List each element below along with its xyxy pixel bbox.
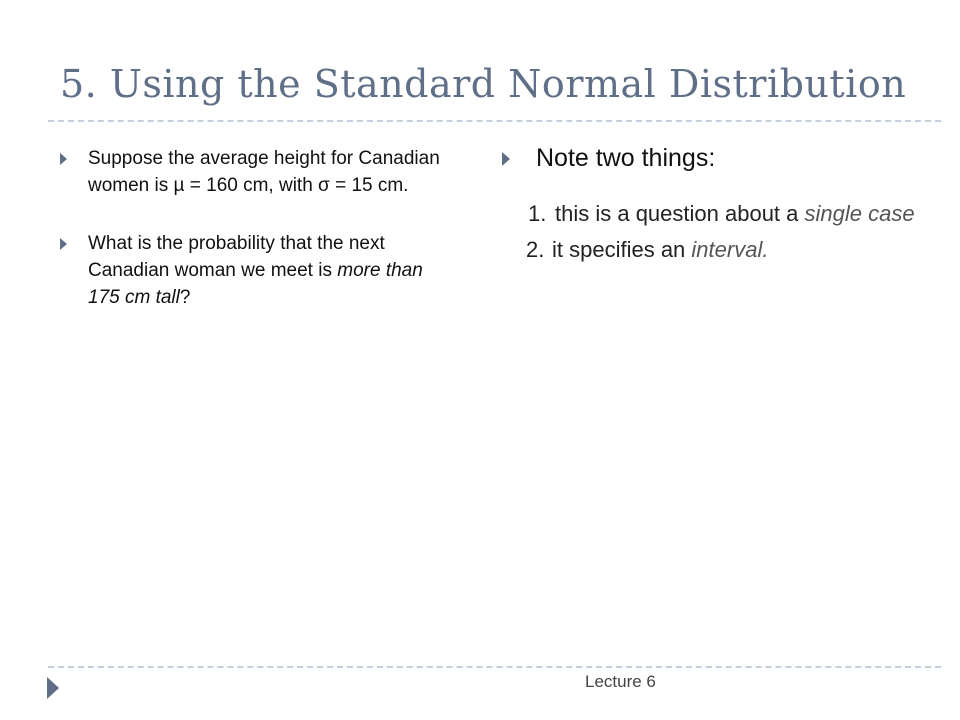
item-number: 1. (528, 201, 547, 226)
item-italic-text: single case (804, 201, 915, 226)
numbered-item (500, 235, 920, 265)
bullet-text: What is the probability that the next Canadian woman we meet is (88, 233, 385, 281)
numbered-item (500, 199, 920, 229)
bullet-text: Suppose the average height for Canadian women is µ = 160 cm, with σ = 15 cm. (88, 148, 440, 196)
bullet-triangle-icon (502, 152, 510, 166)
right-heading (500, 142, 920, 174)
item-text: this is a question about a (555, 201, 805, 226)
bullet-triangle-icon (60, 153, 67, 165)
numbered-list (500, 199, 920, 265)
item-number: 2. (526, 237, 545, 262)
item-italic-text: interval. (691, 237, 769, 262)
footer-label: Lecture 6 (585, 672, 656, 691)
left-column (58, 145, 458, 342)
bullet-item (58, 230, 458, 311)
corner-arrow-icon (47, 677, 59, 699)
item-text: it specifies an (552, 237, 692, 262)
bullet-end-text: ? (179, 287, 191, 308)
bullet-triangle-icon (60, 238, 67, 250)
right-column (500, 142, 920, 265)
bullet-italic-text: more than 175 cm tall (88, 260, 423, 308)
right-heading-text: Note two things: (536, 144, 716, 172)
title-divider (48, 120, 941, 122)
bullet-item (58, 145, 458, 199)
slide-title: 5. Using the Standard Normal Distribution (60, 62, 907, 106)
footer-divider (48, 666, 941, 668)
